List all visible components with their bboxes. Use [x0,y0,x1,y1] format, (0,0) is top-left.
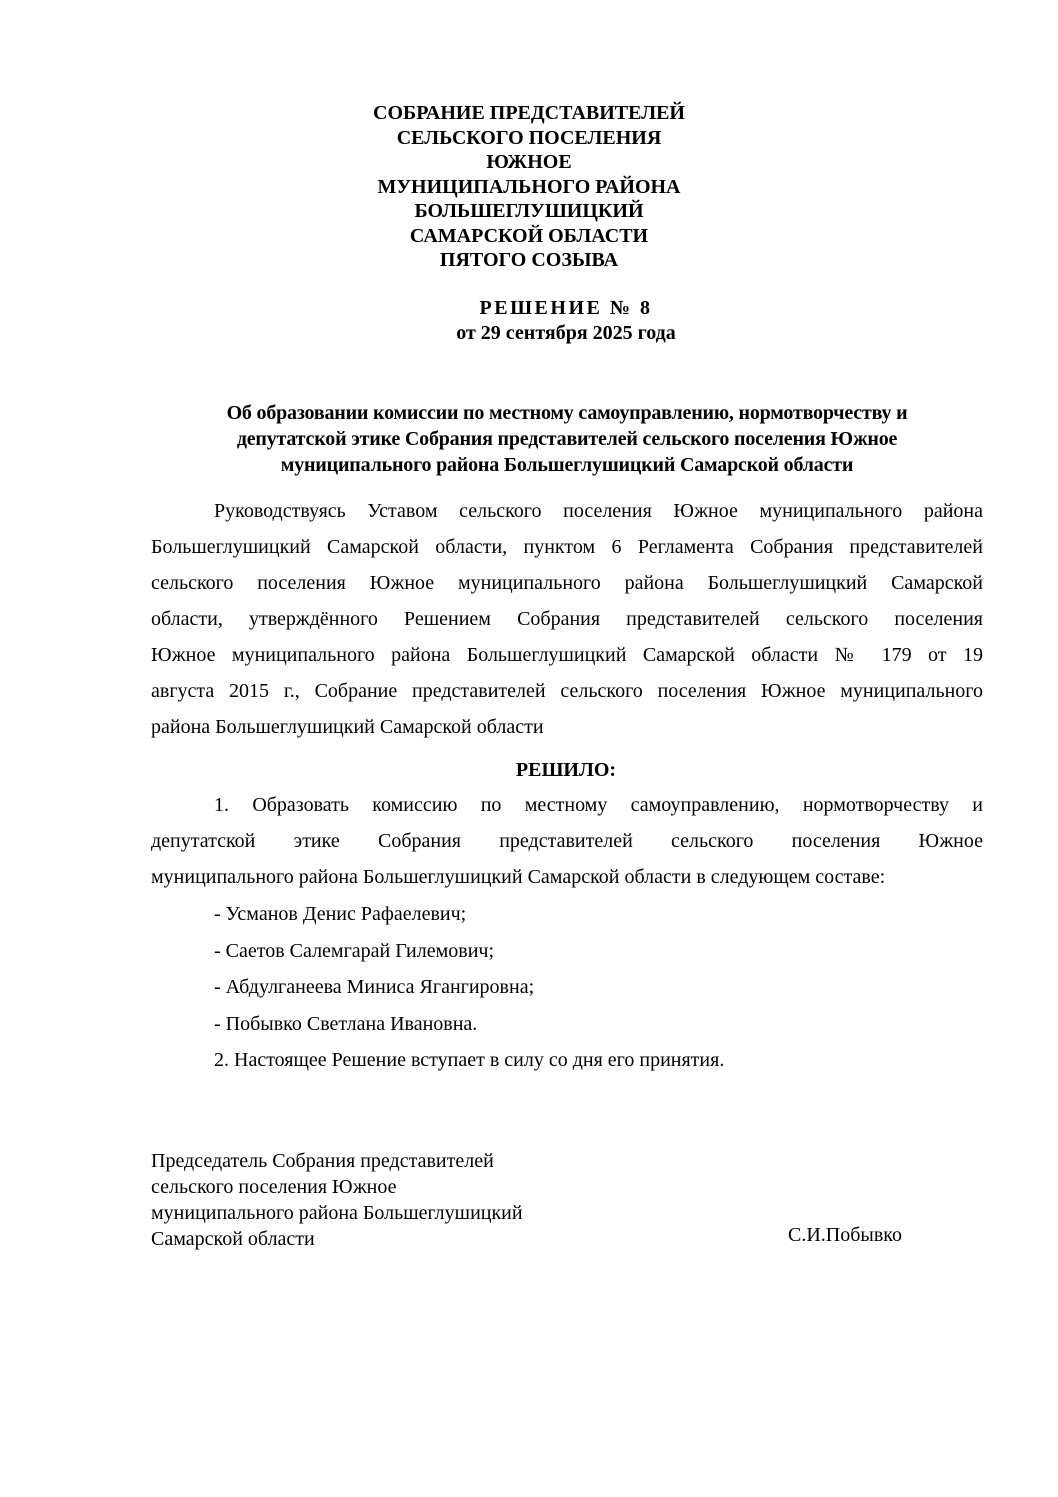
header-line: СОБРАНИЕ ПРЕДСТАВИТЕЛЕЙ [373,102,685,124]
member-item: - Абдулганеева Миниса Ягангировна; [214,976,535,998]
header-line: БОЛЬШЕГЛУШИЦКИЙ [414,200,644,222]
item-1-line: муниципального района Большеглушицкий Самарской области в следующем составе: [151,866,886,888]
subject-line: депутатской этике Собрания представителей сельского поселения Южное [236,428,898,450]
preamble-line: сельского поселения Южное муниципального района Большеглушицкий Самарской [151,572,983,594]
signatory-position-line: муниципального района Большеглушицкий [151,1202,523,1224]
header-line: ПЯТОГО СОЗЫВА [439,249,619,271]
issuing-body-header [0,101,1058,273]
header-line: ЮЖНОЕ [486,151,572,173]
member-item: - Саетов Салемгарай Гилемович; [214,939,495,962]
subject-line: муниципального района Большеглушицкий Самарской области [280,454,854,476]
item-1-line: депутатской этике Собрания представителей сельского поселения Южное [151,830,983,852]
preamble-paragraph [151,493,983,745]
decision-date: от 29 сентября 2025 года [456,322,676,344]
preamble-line: Руководствуясь Уставом сельского поселения Южное муниципального района [214,500,983,522]
item-2-text: 2. Настоящее Решение вступает в силу со дня его принятия. [214,1049,725,1071]
item-1-paragraph [151,787,983,895]
header-line: САМАРСКОЙ ОБЛАСТИ [409,224,649,247]
preamble-line: Большеглушицкий Самарской области, пунктом 6 Регламента Собрания представителей [151,536,983,558]
member-item: - Побывко Светлана Ивановна. [214,1012,478,1035]
preamble-line: области, утверждённого Решением Собрания представителей сельского поселения [151,608,983,630]
header-line: МУНИЦИПАЛЬНОГО РАЙОНА [377,175,681,198]
signatory-position-line: Председатель Собрания представителей [151,1150,494,1172]
decision-title: РЕШЕНИЕ № 8 [479,297,653,319]
preamble-line: Южное муниципального района Большеглушицкий Самарской области № 179 от 19 [151,644,983,666]
header-line: СЕЛЬСКОГО ПОСЕЛЕНИЯ [396,126,662,149]
preamble-line: района Большеглушицкий Самарской области [151,716,544,738]
subject-line: Об образовании комиссии по местному самоуправлению, нормотворчеству и [226,402,908,424]
decision-heading [0,296,1058,346]
decision-subject [150,400,984,478]
item-1-line: 1. Образовать комиссию по местному самоуправлению, нормотворчеству и [214,794,983,816]
signatory-position-line: сельского поселения Южное [151,1176,397,1198]
preamble-line: августа 2015 г., Собрание представителей сельского поселения Южное муниципального [151,680,983,702]
signatory-name: С.И.Побывко [788,1224,902,1246]
resolved-label: РЕШИЛО: [515,759,617,781]
commission-members-list [214,896,724,1079]
member-item: - Усманов Денис Рафаелевич; [214,903,467,925]
signatory-position-line: Самарской области [151,1228,315,1250]
